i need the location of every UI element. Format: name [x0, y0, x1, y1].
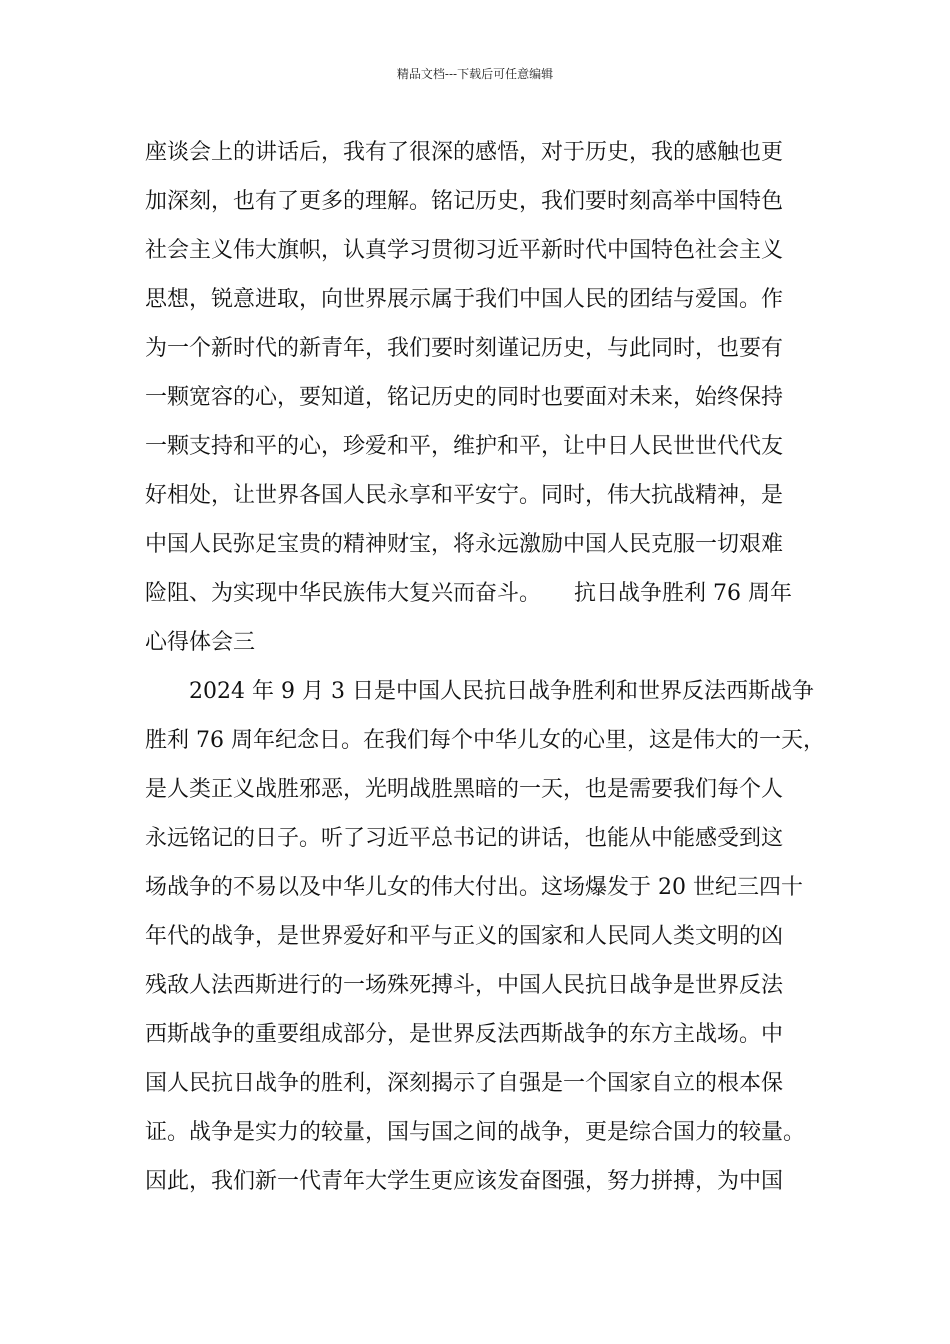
text-line: 残敌人法西斯进行的一场殊死搏斗，中国人民抗日战争是世界反法 [145, 973, 784, 998]
text-line: 国人民抗日战争的胜利，深刻揭示了自强是一个国家自立的根本保 [145, 1071, 784, 1096]
text-line: 场战争的不易以及中华儿女的伟大付出。这场爆发于 20 世纪三四十 [145, 875, 803, 900]
text-line: 年代的战争，是世界爱好和平与正义的国家和人民同人类文明的凶 [145, 924, 784, 949]
text-line: 险阻、为实现中华民族伟大复兴而奋斗。 抗日战争胜利 76 周年 [145, 581, 792, 606]
text-line: 胜利 76 周年纪念日。在我们每个中华儿女的心里，这是伟大的一天， [145, 728, 825, 753]
text-line: 社会主义伟大旗帜，认真学习贯彻习近平新时代中国特色社会主义 [145, 238, 784, 263]
text-line: 因此，我们新一代青年大学生更应该发奋图强，努力拼搏，为中国 [145, 1169, 784, 1194]
section-heading: 心得体会三 [145, 630, 256, 655]
text-line: 好相处，让世界各国人民永享和平安宁。同时，伟大抗战精神，是 [145, 483, 784, 508]
text-line: 一颗宽容的心，要知道，铭记历史的同时也要面对未来，始终保持 [145, 385, 784, 410]
text-line: 座谈会上的讲话后，我有了很深的感悟，对于历史，我的感触也更 [145, 140, 784, 165]
page-header: 精品文档---下载后可任意编辑 [396, 67, 554, 81]
text-line: 中国人民弥足宝贵的精神财宝，将永远激励中国人民克服一切艰难 [145, 532, 784, 557]
text-line: 思想，锐意进取，向世界展示属于我们中国人民的团结与爱国。作 [145, 287, 784, 312]
text-line: 2024 年 9 月 3 日是中国人民抗日战争胜利和世界反法西斯战争 [145, 679, 814, 704]
text-line: 一颗支持和平的心，珍爱和平，维护和平，让中日人民世世代代友 [145, 434, 784, 459]
text-line: 是人类正义战胜邪恶，光明战胜黑暗的一天，也是需要我们每个人 [145, 777, 784, 802]
text-line: 证。战争是实力的较量，国与国之间的战争，更是综合国力的较量。 [145, 1120, 806, 1145]
text-line: 永远铭记的日子。听了习近平总书记的讲话，也能从中能感受到这 [145, 826, 784, 851]
document-body [145, 133, 825, 1211]
text-line: 西斯战争的重要组成部分，是世界反法西斯战争的东方主战场。中 [145, 1022, 784, 1047]
text-line: 加深刻，也有了更多的理解。铭记历史，我们要时刻高举中国特色 [145, 189, 784, 214]
text-line: 为一个新时代的新青年，我们要时刻谨记历史，与此同时，也要有 [145, 336, 784, 361]
